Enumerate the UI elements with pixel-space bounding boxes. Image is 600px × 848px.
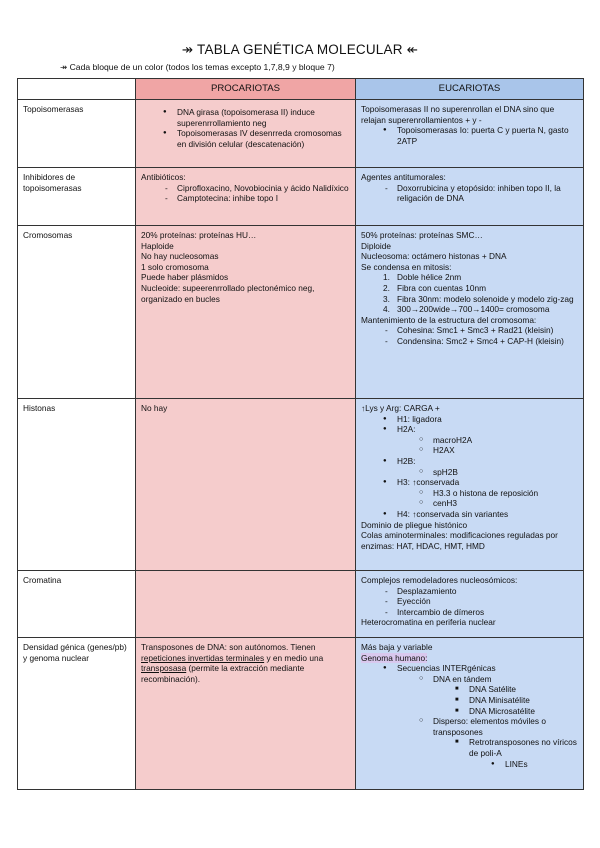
cell-line: Diploide	[361, 240, 391, 251]
list-subitem: ○ Disperso: elementos móviles o transposones	[361, 716, 578, 737]
cell-line: Nucleosoma: octámero histonas + DNA	[361, 251, 507, 262]
list-item: ● Secuencias INTERgénicas	[361, 663, 578, 674]
row-inhibidores	[18, 168, 584, 226]
cell-line: Más baja y variable	[361, 642, 433, 652]
header-empty-cell	[18, 79, 136, 100]
cell-text: Transposones de DNA: son autónomos. Tienen	[141, 642, 316, 652]
list-subitem: ○ H3.3 o histona de reposición	[361, 488, 578, 499]
cell-line: Complejos remodeladores nucleosómicos:	[361, 575, 518, 585]
cell-line: Puede haber plásmidos	[141, 272, 229, 283]
list-item: - Cohesina: Smc1 + Smc3 + Rad21 (kleisin)	[361, 325, 578, 336]
list-number: 4.	[383, 304, 390, 315]
procariotas-cell	[136, 571, 356, 638]
list-item: ● H4: ↑conservada sin variantes	[361, 509, 578, 520]
list-number: 3.	[383, 293, 390, 304]
row-histonas	[18, 399, 584, 571]
list-item	[361, 294, 578, 305]
row-cromosomas	[18, 226, 584, 399]
list-item: ● H2B:	[361, 456, 578, 467]
list-subitem: ○ H2AX	[361, 445, 578, 456]
list-item	[361, 304, 578, 315]
row-densidad-genica	[18, 638, 584, 790]
list-subitem: ○ cenH3	[361, 498, 578, 509]
row-cromatina	[18, 571, 584, 638]
list-item	[361, 272, 578, 283]
cell-line: Mantenimiento de la estructura del cromosoma:	[361, 314, 537, 325]
cell-heading: Antibióticos:	[141, 172, 186, 182]
list-subsubitem: ■ DNA Minisatélite	[361, 695, 578, 706]
highlighted-text: Genoma humano:	[361, 652, 428, 663]
genetics-table	[17, 78, 584, 790]
cell-line	[361, 653, 578, 664]
row-topoisomerasas	[18, 100, 584, 168]
header-procariotas: PROCARIOTAS	[136, 79, 356, 100]
cell-heading: Agentes antitumorales:	[361, 172, 446, 182]
list-subitem: ○ macroH2A	[361, 435, 578, 446]
cell-text: Topoisomerasas II no superenrollan el DNA sino que relajan superenrollamientos + y -	[361, 104, 555, 125]
underlined-text: transposasa	[141, 663, 187, 674]
header-eucariotas: EUCARIOTAS	[356, 79, 584, 100]
list-item: ● H1: ligadora	[361, 414, 578, 425]
list-item: - Doxorrubicina y etopósido: inhiben topo II, la religación de DNA	[361, 183, 578, 204]
cell-line: 20% proteínas: proteínas HU…	[141, 230, 257, 240]
cell-line: 50% proteínas: proteínas SMC…	[361, 230, 483, 240]
list-text: Fibra con cuentas 10nm	[397, 282, 487, 293]
list-text: Doble hélice 2nm	[397, 272, 462, 283]
cell-text: (permite la extracción mediante recombinación).	[141, 663, 305, 684]
list-item: - Intercambio de dímeros	[361, 607, 578, 618]
list-item	[361, 283, 578, 294]
eucariotas-cell	[356, 226, 584, 399]
list-item: ● H2A:	[361, 424, 578, 435]
list-item: - Condensina: Smc2 + Smc4 + CAP-H (kleisin)	[361, 336, 578, 347]
cell-line: Nucleoide: supeerenrrollado plectonémico neg, organizado en bucles	[141, 282, 315, 304]
procariotas-cell	[136, 226, 356, 399]
row-label: Cromatina	[18, 571, 136, 638]
cell-line: 1 solo cromosoma	[141, 261, 209, 272]
procariotas-cell	[136, 100, 356, 168]
cell-line: ↑Lys y Arg: CARGA +	[361, 403, 440, 413]
list-item: - Ciprofloxacino, Novobiocinia y ácido Nalidíxico	[141, 183, 350, 194]
list-item: ● Topoisomerasas Io: puerta C y puerta N, gasto 2ATP	[361, 125, 578, 146]
list-subitem: ○ DNA en tándem	[361, 674, 578, 685]
underlined-text: repeticiones invertidas terminales	[141, 652, 265, 663]
eucariotas-cell	[356, 638, 584, 790]
eucariotas-cell	[356, 168, 584, 226]
list-item: - Eyección	[361, 596, 578, 607]
list-item: ● H3: ↑conservada	[361, 477, 578, 488]
procariotas-cell: No hay	[136, 399, 356, 571]
row-label: Histonas	[18, 399, 136, 571]
list-subitem: ○ spH2B	[361, 467, 578, 478]
eucariotas-cell	[356, 399, 584, 571]
list-item: - Desplazamiento	[361, 586, 578, 597]
row-label: Cromosomas	[18, 226, 136, 399]
list-subsubitem: ■ DNA Satélite	[361, 684, 578, 695]
procariotas-cell	[136, 168, 356, 226]
cell-line: No hay nucleosomas	[141, 251, 219, 262]
list-item: - Camptotecina: inhibe topo I	[141, 193, 350, 204]
list-item: ● DNA girasa (topoisomerasa II) induce superenrrollamiento neg	[141, 107, 350, 128]
list-subsubitem: ■ DNA Microsatélite	[361, 706, 578, 717]
list-number: 1.	[383, 272, 390, 283]
procariotas-cell	[136, 638, 356, 790]
cell-line: Dominio de pliegue histónico	[361, 519, 468, 530]
header-row	[18, 79, 584, 100]
page-subtitle: ↠ Cada bloque de un color (todos los temas excepto 1,7,8,9 y bloque 7)	[60, 62, 335, 72]
eucariotas-cell	[356, 100, 584, 168]
row-label: Topoisomerasas	[18, 100, 136, 168]
row-label: Densidad génica (genes/pb) y genoma nuclear	[18, 638, 136, 790]
cell-line: Se condensa en mitosis:	[361, 261, 452, 272]
cell-line: Heterocromatina en periferia nuclear	[361, 617, 496, 628]
row-label: Inhibidores de topoisomerasas	[18, 168, 136, 226]
list-text: 300→200wide→700→1400= cromosoma	[397, 304, 550, 315]
list-deepitem: ● LINEs	[361, 759, 578, 770]
list-subsubitem: ■ Retrotransposones no víricos de poli-A	[361, 737, 578, 758]
cell-line: Haploide	[141, 240, 174, 251]
list-number: 2.	[383, 282, 390, 293]
list-item: ● Topoisomerasas IV desenrreda cromosomas en división celular (descatenación)	[141, 128, 350, 149]
cell-text: y en medio una	[264, 652, 324, 663]
cell-line: Colas aminoterminales: modificaciones reguladas por enzimas: HAT, HDAC, HMT, HMD	[361, 530, 558, 551]
page-title: ↠ TABLA GENÉTICA MOLECULAR ↞	[181, 42, 419, 57]
list-text: Fibra 30nm: modelo solenoide y modelo zig-zag	[397, 293, 574, 304]
eucariotas-cell	[356, 571, 584, 638]
